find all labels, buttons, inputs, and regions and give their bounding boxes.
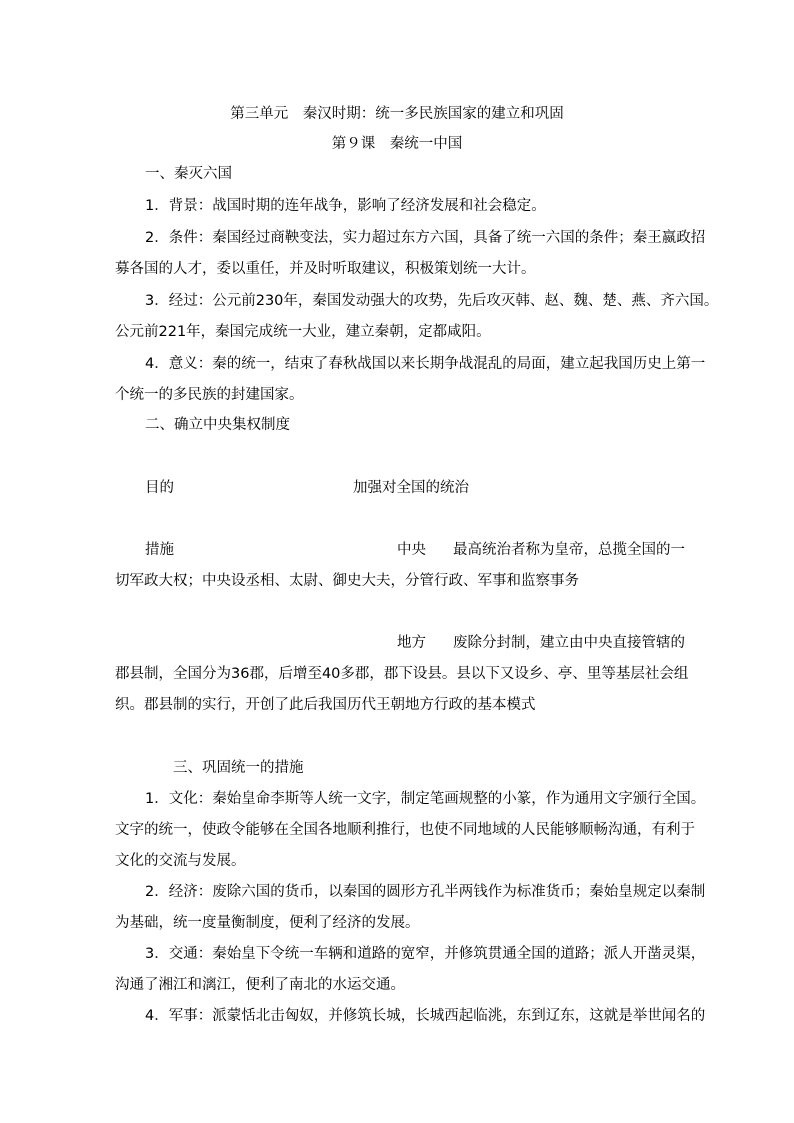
central-text-2: 切军政大权；中央设丞相、太尉、御史大夫，分管行政、军事和监察事务 xyxy=(115,573,579,589)
paragraph-economy-2: 为基础，统一度量衡制度，便利了经济的发展。 xyxy=(115,915,420,931)
purpose-label: 目的 xyxy=(145,480,174,496)
paragraph-process-2: 公元前221年，秦国完成统一大业，建立秦朝，定都咸阳。 xyxy=(115,324,491,340)
local-label: 地方 xyxy=(397,635,426,651)
central-text-1: 最高统治者称为皇帝，总揽全国的一 xyxy=(453,542,685,558)
paragraph-transport-2: 沟通了湘江和漓江，便利了南北的水运交通。 xyxy=(115,977,405,993)
paragraph-transport-1: 3．交通：秦始皇下令统一车辆和道路的宽窄，并修筑贯通全国的道路；派人开凿灵渠， xyxy=(145,946,706,962)
local-text-2: 郡县制，全国分为36郡，后增至40多郡，郡下设县。县以下又设乡、亭、里等基层社会组 xyxy=(115,666,689,682)
paragraph-military-1: 4．军事：派蒙恬北击匈奴，并修筑长城，长城西起临洮，东到辽东，这就是举世闻名的 xyxy=(145,1008,706,1024)
section-heading-2: 二、确立中央集权制度 xyxy=(145,417,290,433)
section-heading-3: 三、巩固统一的措施 xyxy=(173,760,304,776)
purpose-text: 加强对全国的统治 xyxy=(353,480,469,496)
unit-title: 第三单元 秦汉时期：统一多民族国家的建立和巩固 xyxy=(230,106,564,122)
paragraph-conditions-2: 募各国的人才，委以重任，并及时听取建议，积极策划统一大计。 xyxy=(115,261,536,277)
measures-label: 措施 xyxy=(145,542,174,558)
paragraph-conditions-1: 2．条件：秦国经过商鞅变法，实力超过东方六国，具备了统一六国的条件；秦王嬴政招 xyxy=(145,230,706,246)
section-heading-1: 一、秦灭六国 xyxy=(145,166,232,182)
paragraph-culture-3: 文化的交流与发展。 xyxy=(115,853,246,869)
local-text-3: 织。郡县制的实行，开创了此后我国历代王朝地方行政的基本模式 xyxy=(115,697,536,713)
paragraph-economy-1: 2．经济：废除六国的货币，以秦国的圆形方孔半两钱作为标准货币；秦始皇规定以秦制 xyxy=(145,884,706,900)
lesson-title: 第９课 秦统一中国 xyxy=(331,136,463,152)
paragraph-culture-1: 1．文化：秦始皇命李斯等人统一文字，制定笔画规整的小篆，作为通用文字颁行全国。 xyxy=(145,791,706,807)
paragraph-background: 1．背景：战国时期的连年战争，影响了经济发展和社会稳定。 xyxy=(145,198,546,214)
paragraph-process-1: 3．经过：公元前230年，秦国发动强大的攻势，先后攻灭韩、赵、魏、楚、燕、齐六国。 xyxy=(145,293,719,309)
paragraph-culture-2: 文字的统一，使政令能够在全国各地顺利推行，也使不同地域的人民能够顺畅沟通，有利于 xyxy=(115,822,695,838)
paragraph-significance-2: 个统一的多民族的封建国家。 xyxy=(115,387,304,403)
central-label: 中央 xyxy=(397,542,426,558)
local-text-1: 废除分封制，建立由中央直接管辖的 xyxy=(453,635,685,651)
paragraph-significance-1: 4．意义：秦的统一，结束了春秋战国以来长期争战混乱的局面，建立起我国历史上第一 xyxy=(145,356,706,372)
